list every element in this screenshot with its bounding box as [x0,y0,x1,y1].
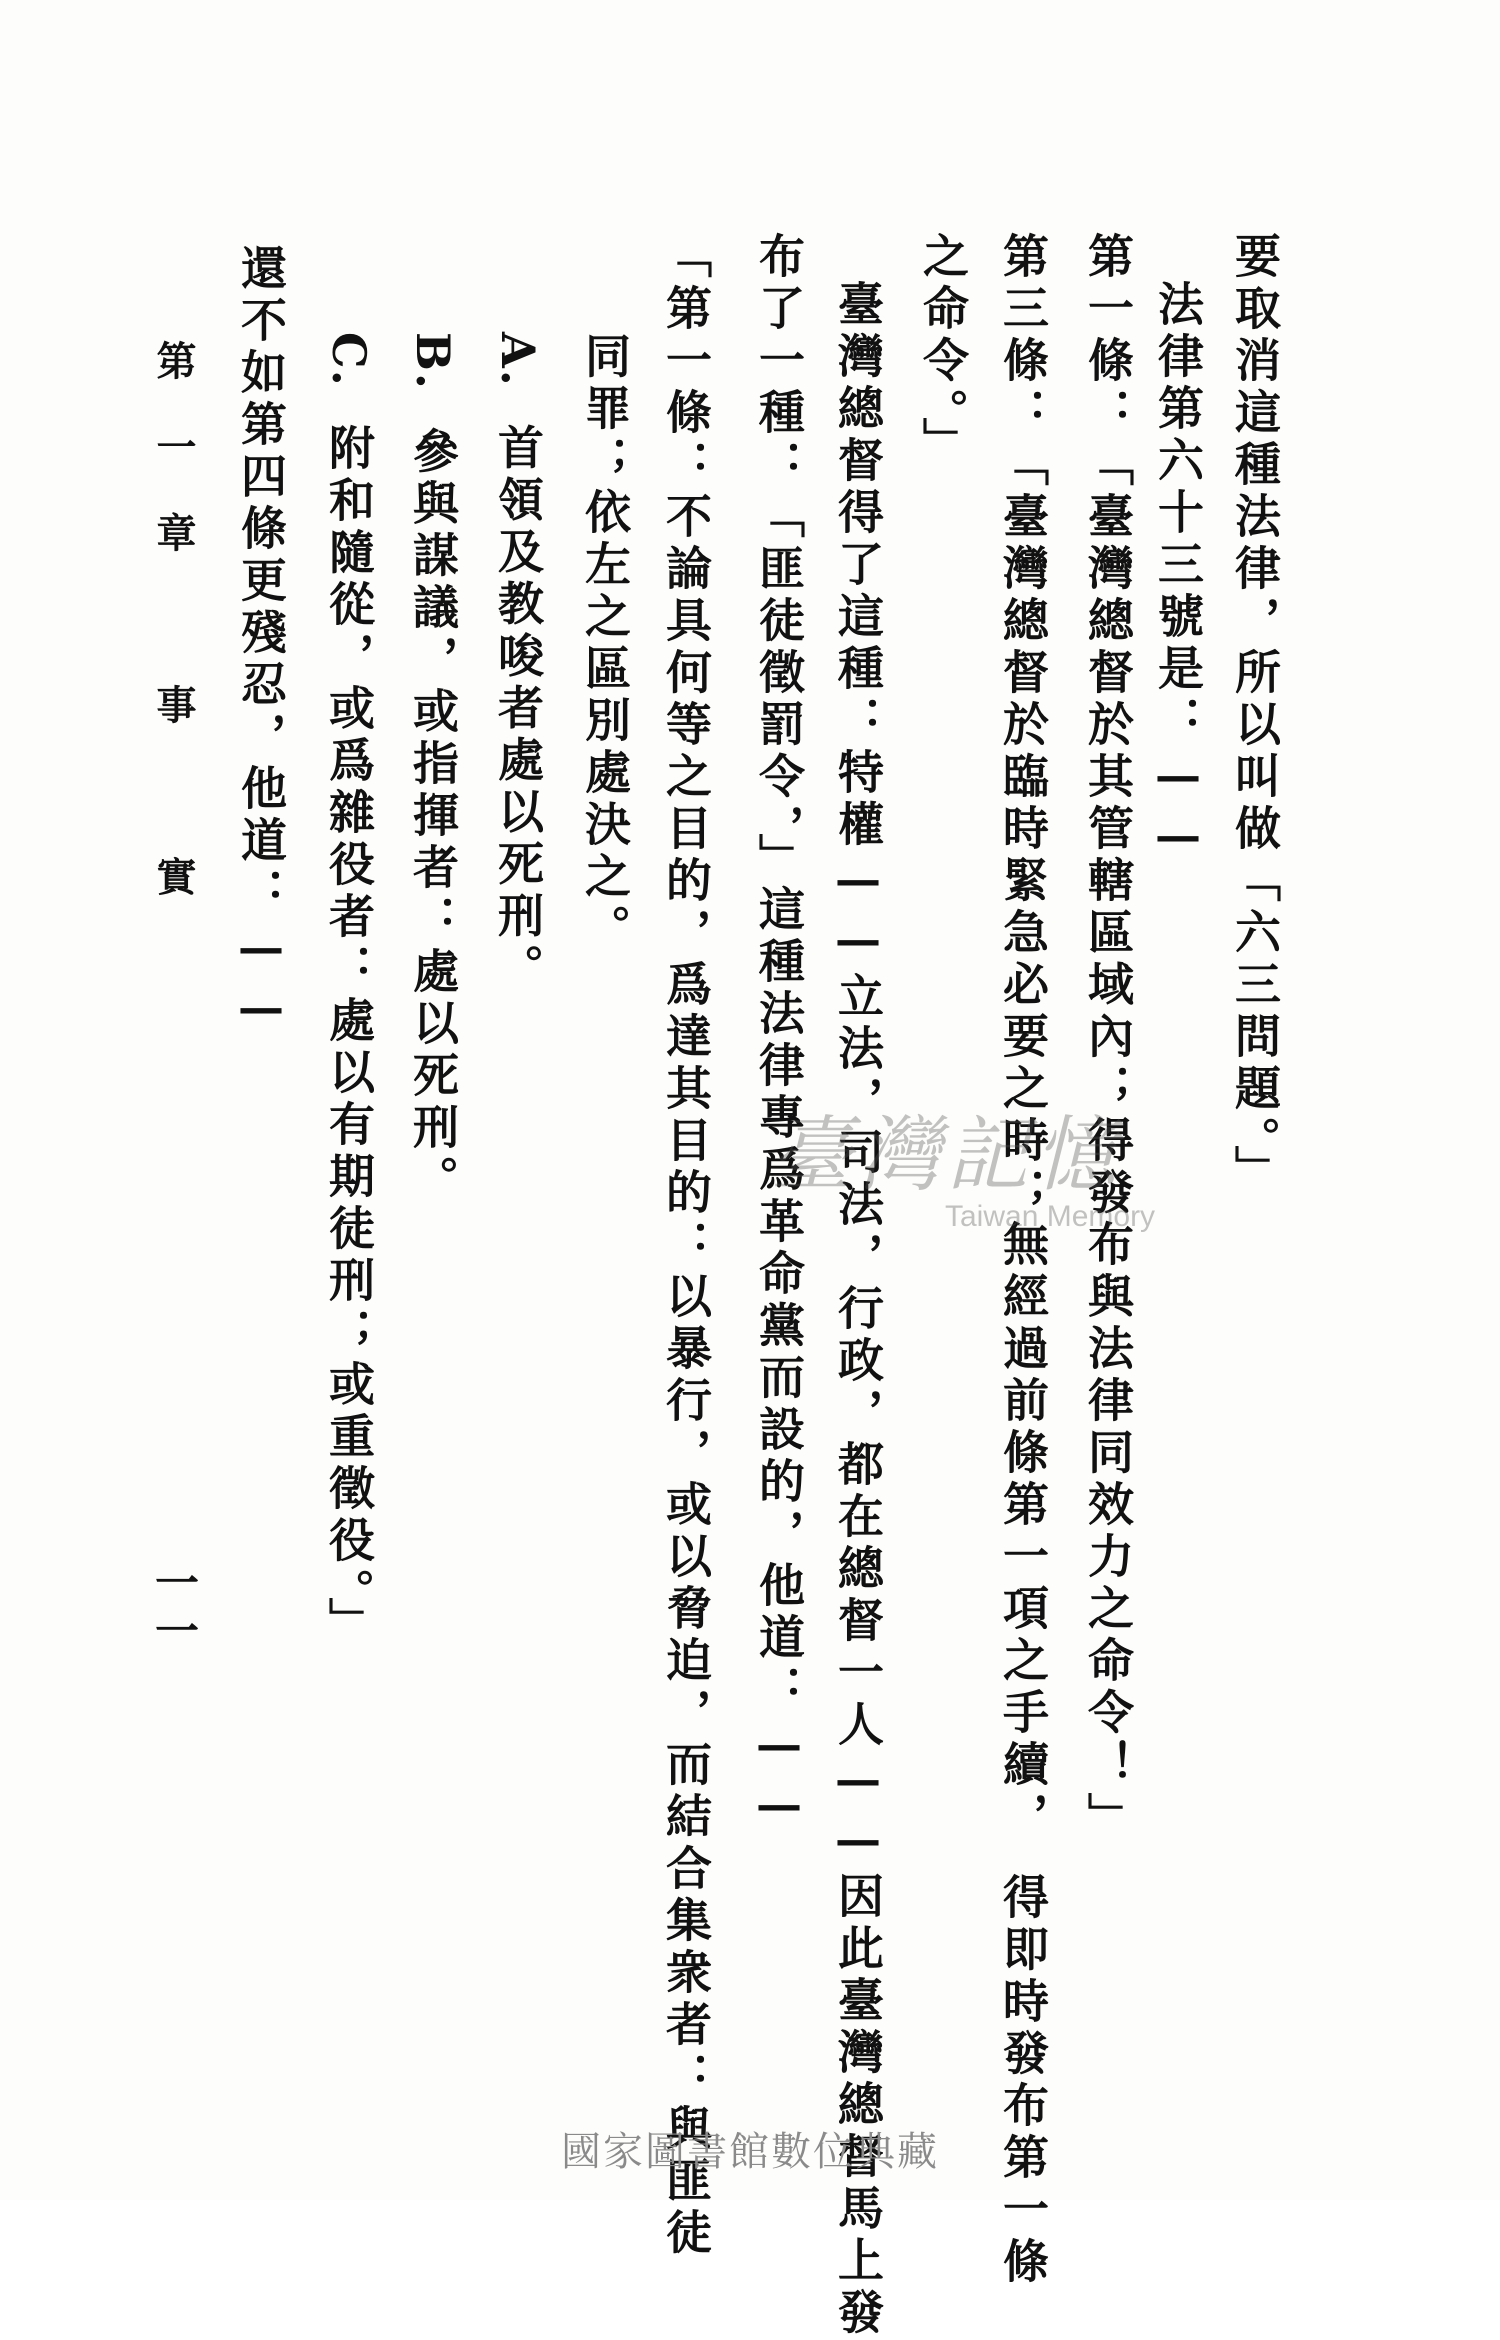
text-column-7: 布了一種：「匪徒徵罰令，」這種法律專爲革命黨而設的，他道：—— [752,232,806,1837]
text-column-2: 法律第六十三號是：—— [1151,280,1205,868]
text-column-4: 第三條：「臺灣總督於臨時緊急必要之時；無經過前條第一項之手續， 得即時發布第一條 [996,232,1050,2289]
page-number: 一一 [147,1560,198,1656]
text-column-9: 同罪；依左之區別處決之。 [578,332,632,956]
text-column-8: 「第一條：不論具何等之目的，爲達其目的：以暴行，或以脅迫，而結合集衆者：與匪徒 [659,232,713,2260]
list-label-a: A. [491,332,545,388]
text-column-1: 要取消這種法律，所以叫做「六三問題。」 [1228,232,1282,1197]
text-column-3: 第一條：「臺灣總督於其管轄區域內；得發布與法律同效力之命令！」 [1081,232,1135,1844]
list-text-b: 參與謀議，或指揮者：處以死刑。 [406,426,460,1207]
list-text-a: 首領及教唆者處以死刑。 [491,423,545,996]
text-column-5: 之命令。」 [916,232,970,469]
watermark [770,1090,1210,1240]
list-label-c: C. [322,332,376,388]
list-item-b [406,332,460,1207]
footer-collection-label: 國家圖書館數位典藏 [561,2129,939,2175]
list-item-c [322,332,376,1649]
list-label-b: B. [406,332,460,391]
list-item-a [491,332,545,996]
watermark-subtitle: Taiwan Memory [945,1200,1156,1233]
list-text-c: 附和隨從，或爲雜役者：處以有期徒刑；或重徵役。」 [322,423,376,1649]
watermark-title: 臺灣記憶 [770,1108,1122,1203]
running-head: 第一章 事 實 [150,340,197,942]
text-column-13: 還不如第四條更殘忍，他道：—— [234,244,288,1040]
text-column-6: 臺灣總督得了這種：特權——立法，司法，行政，都在總督一人——因此臺灣總督馬上發 [831,280,885,2340]
